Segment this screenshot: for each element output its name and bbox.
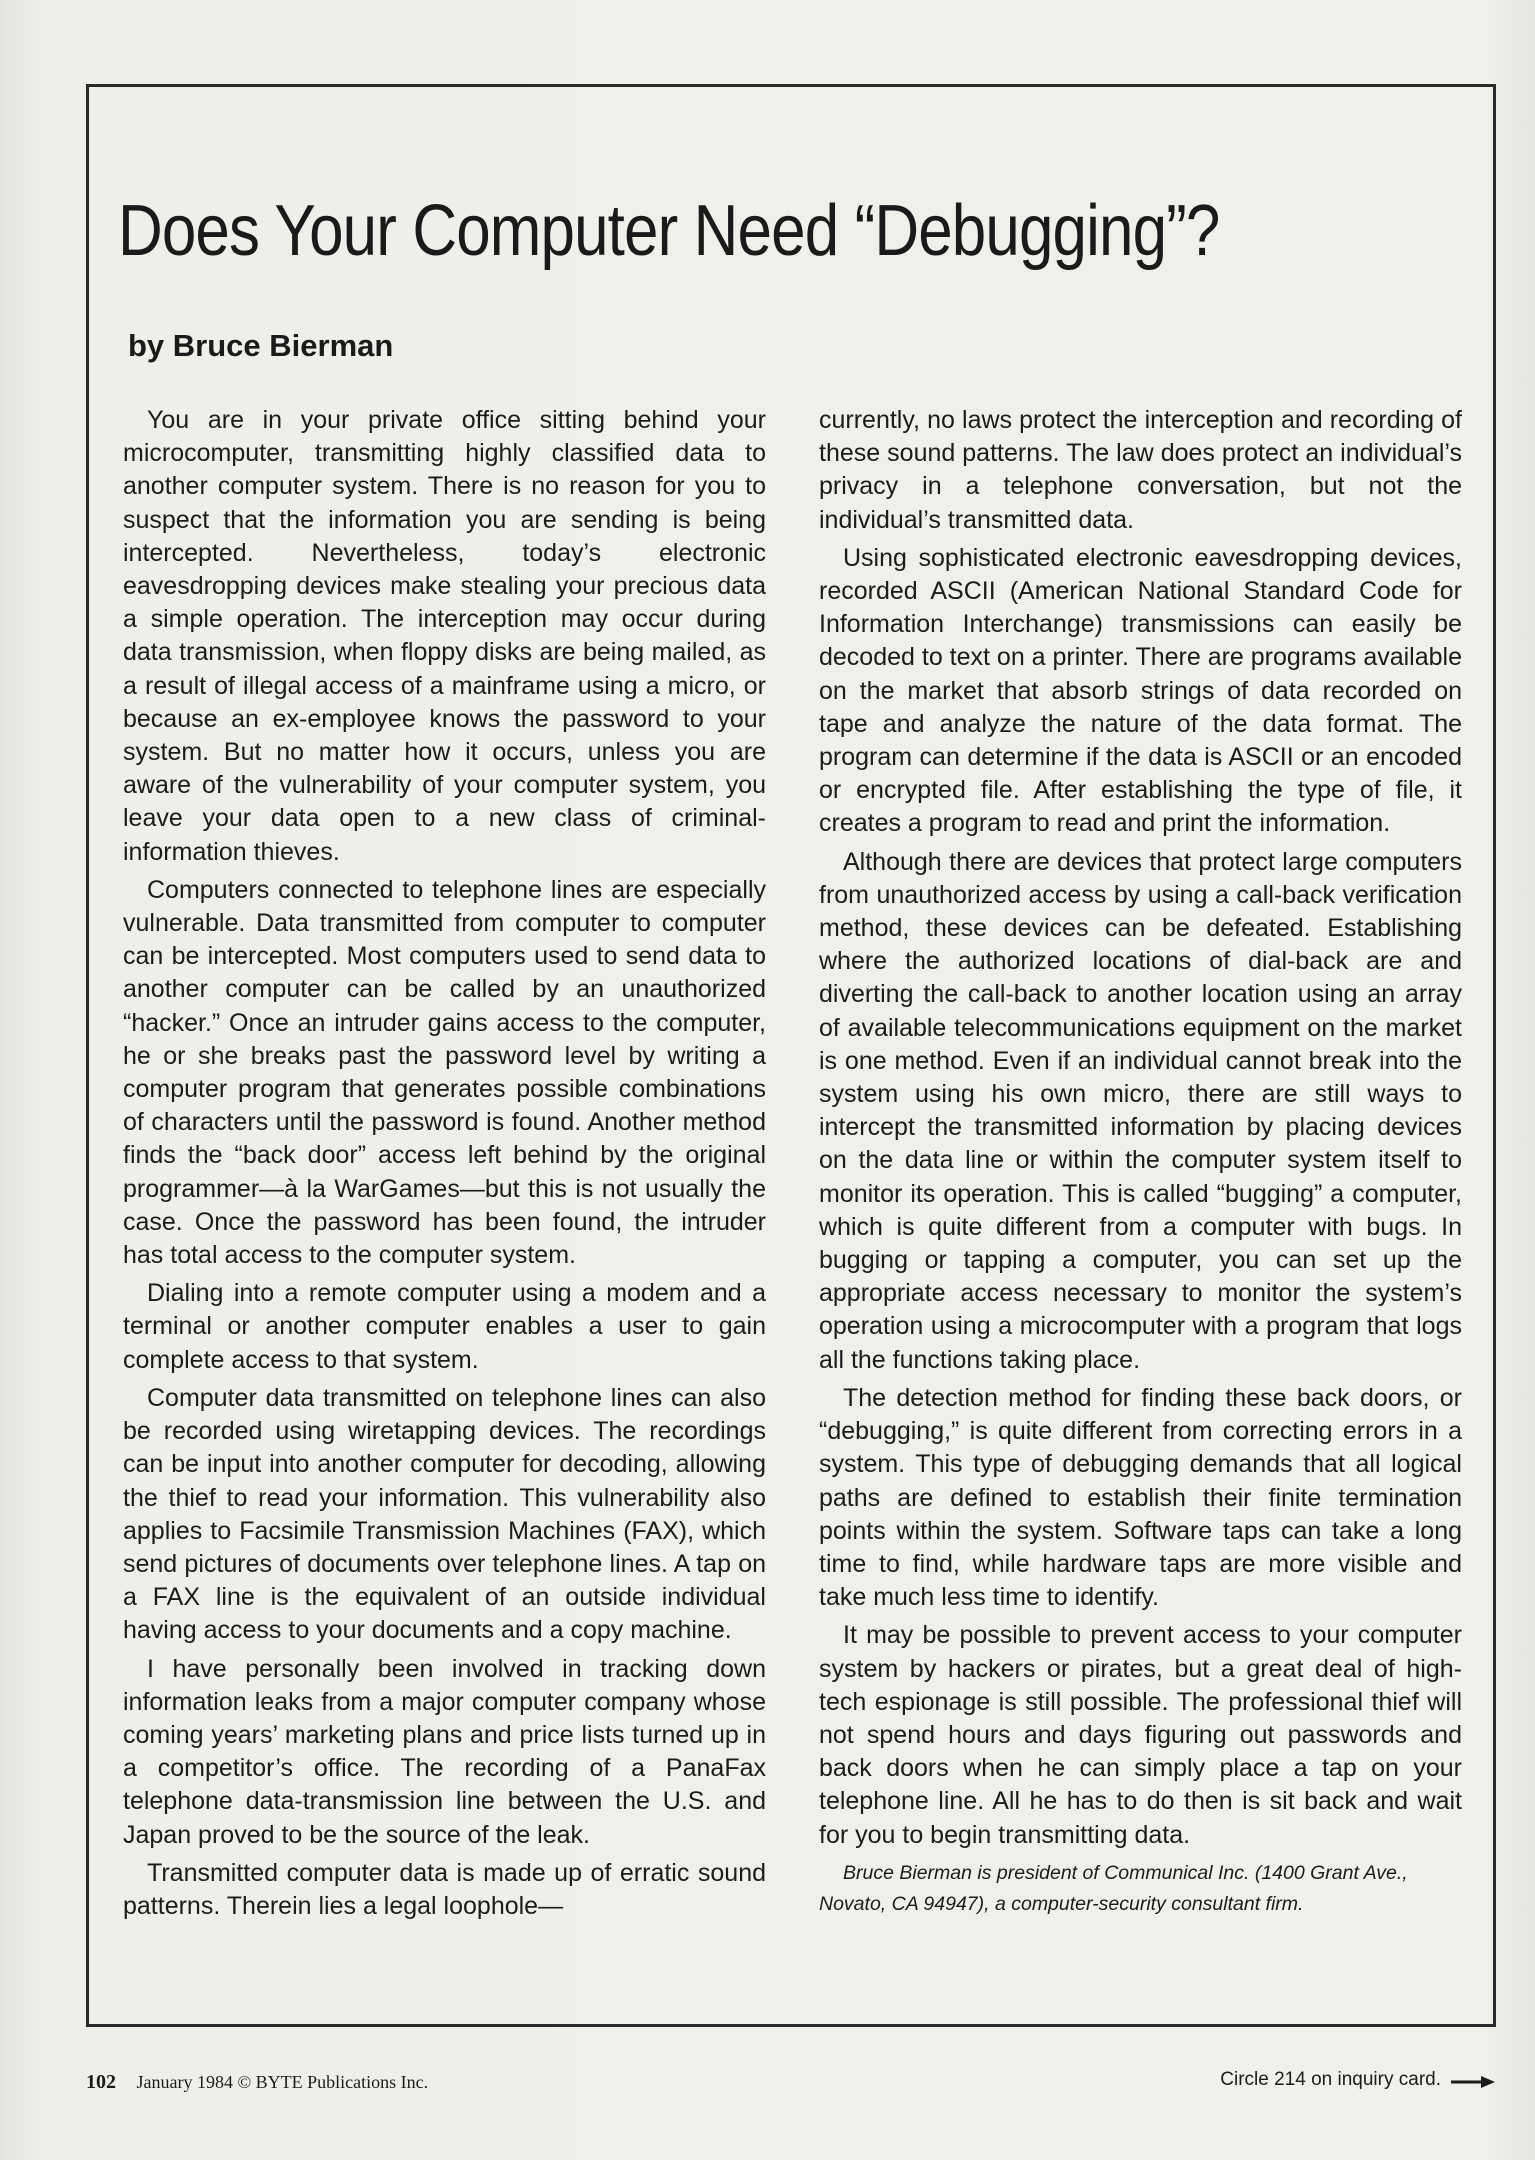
issue-credit: January 1984 © BYTE Publications Inc.	[136, 2072, 429, 2092]
paragraph: Although there are devices that protect large computers from unauthorized access by using a call-back verification method, these devices can be defeated. Establishing where the authorized locations of dial-back are and diverting the call-back to another location using an array of available telecommunications equipment on the market is one method. Even if an individual cannot break into the system using his own micro, there are still ways to intercept the transmitted information by placing devices on the data line or within the computer system itself to monitor its operation. This is called “bugging” a computer, which is quite different from a computer with bugs. In bugging or tapping a computer, you can set up the appropriate access necessary to monitor the system’s operation using a microcomputer with a program that logs all the functions taking place.	[819, 847, 1462, 1374]
article-title: Does Your Computer Need “Debugging”?	[118, 191, 1220, 271]
page-footer-left	[86, 2071, 428, 2094]
paragraph: Using sophisticated electronic eavesdropping devices, recorded ASCII (American National Standard Code for Information Interchange) transmissions can easily be decoded to text on a printer. There are programs available on the market that absorb strings of data recorded on tape and analyze the nature of the data format. The program can determine if the data is ASCII or an encoded or encrypted file. After establishing the type of file, it creates a program to read and print the information.	[819, 543, 1462, 838]
paragraph: The detection method for finding these back doors, or “debugging,” is quite different from correcting errors in a system. This type of debugging demands that all logical paths are defined to establish their finite termination points within the system. Software taps can take a long time to find, while hardware taps are more visible and take much less time to identify.	[819, 1383, 1462, 1612]
paragraph: Dialing into a remote computer using a modem and a terminal or another computer enables a user to gain complete access to that system.	[123, 1279, 766, 1374]
arrow-right-icon	[1451, 2073, 1495, 2087]
inquiry-note: Circle 214 on inquiry card.	[1220, 2069, 1441, 2090]
paragraph: It may be possible to prevent access to your computer system by hackers or pirates, but a great deal of high-tech espionage is still possible. The professional thief will not spend hours and days figuring out passwords and back doors when he can simply place a tap on your telephone line. All he has to do then is sit back and wait for you to begin transmitting data.	[819, 1621, 1462, 1849]
paragraph: Computers connected to telephone lines are especially vulnerable. Data transmitted from computer to computer can be intercepted. Most computers used to send data to another computer can be called by an unauthorized “hacker.” Once an intruder gains access to the computer, he or she breaks past the password level by writing a computer program that generates possible combinations of characters until the password is found. Another method finds the “back door” access left behind by the original programmer—à la WarGames—but this is not usually the case. Once the password has been found, the intruder has total access to the computer system.	[123, 875, 766, 1270]
right-column	[819, 404, 1462, 1925]
paragraph: Computer data transmitted on telephone lines can also be recorded using wiretapping devices. The recordings can be input into another computer for decoding, allowing the thief to read your information. This vulnerability also applies to Facsimile Transmission Machines (FAX), which send pictures of documents over telephone lines. A tap on a FAX line is the equivalent of an outside individual having access to your documents and a copy machine.	[123, 1383, 766, 1645]
author-bio: Bruce Bierman is president of Communical Inc. (1400 Grant Ave., Novato, CA 94947), a computer-security consultant firm.	[819, 1861, 1408, 1915]
paragraph: I have personally been involved in tracking down information leaks from a major computer company whose coming years’ marketing plans and price lists turned up in a competitor’s office. The recording of a PanaFax telephone data-transmission line between the U.S. and Japan proved to be the source of the leak.	[123, 1654, 766, 1849]
paragraph: You are in your private office sitting behind your microcomputer, transmitting highly classified data to another computer system. There is no reason for you to suspect that the information you are sending is being intercepted. Nevertheless, today’s electronic eavesdropping devices make stealing your precious data a simple operation. The interception may occur during data transmission, when floppy disks are being mailed, as a result of illegal access of a mainframe using a micro, or because an ex-employee knows the password to your system. But no matter how it occurs, unless you are aware of the vulnerability of your computer system, you leave your data open to a new class of criminal-information thieves.	[123, 406, 766, 866]
page-number: 102	[86, 2071, 116, 2093]
article-byline: by Bruce Bierman	[128, 328, 394, 363]
left-column	[123, 404, 766, 1928]
paragraph-continued: currently, no laws protect the interception and recording of these sound patterns. The law does protect an individual’s privacy in a telephone conversation, but not the individual’s transmitted data.	[819, 406, 1462, 534]
paragraph: Transmitted computer data is made up of erratic sound patterns. Therein lies a legal loophole—	[123, 1858, 766, 1920]
page-footer-right	[1220, 2069, 1495, 2091]
